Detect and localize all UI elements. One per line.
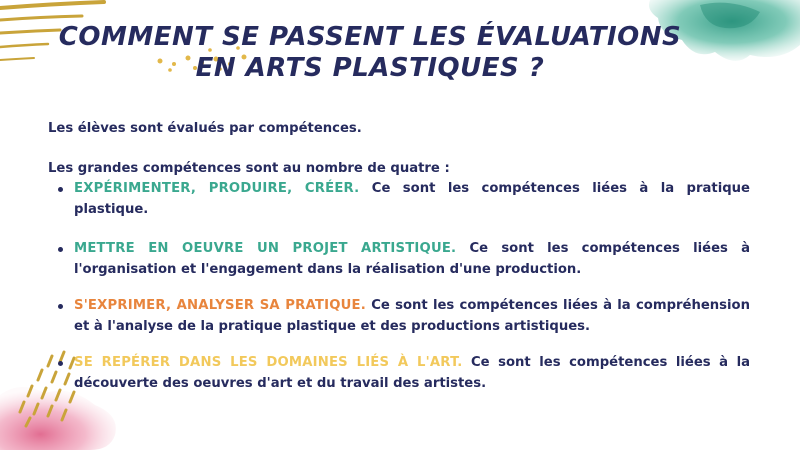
skill-description: Ce sont les compétences liées à la découverte des oeuvres d'art et du travail des artistes. [74, 355, 750, 391]
skill-description: Ce sont les compétences liées à la pratique plastique. [74, 181, 750, 217]
bullet-icon [58, 361, 63, 366]
list-item [74, 353, 750, 394]
bullet-icon [58, 304, 63, 309]
list-item [74, 296, 750, 337]
bullet-icon [58, 247, 63, 252]
bullet-icon [58, 187, 63, 192]
skill-description: Ce sont les compétences liées à la compréhension et à l'analyse de la pratique plastique et des productions artistiques. [74, 298, 750, 334]
page-title: COMMENT SE PASSENT LES ÉVALUATIONS EN ARTS PLASTIQUES ? [58, 22, 682, 83]
skill-description: Ce sont les compétences liées à l'organisation et l'engagement dans la réalisation d'une production. [74, 241, 750, 277]
skills-list [48, 179, 750, 394]
skill-keyword: SE REPÉRER DANS LES DOMAINES LIÉS À L'ART. [74, 355, 463, 370]
skill-keyword: S'EXPRIMER, ANALYSER SA PRATIQUE. [74, 298, 366, 313]
skill-keyword: EXPÉRIMENTER, PRODUIRE, CRÉER. [74, 181, 360, 196]
list-item [74, 179, 750, 220]
skill-keyword: METTRE EN OEUVRE UN PROJET ARTISTIQUE. [74, 241, 457, 256]
lead-text: Les grandes compétences sont au nombre de quatre : [48, 161, 450, 176]
intro-text: Les élèves sont évalués par compétences. [48, 121, 362, 136]
content-block [48, 119, 750, 410]
list-item [74, 239, 750, 280]
